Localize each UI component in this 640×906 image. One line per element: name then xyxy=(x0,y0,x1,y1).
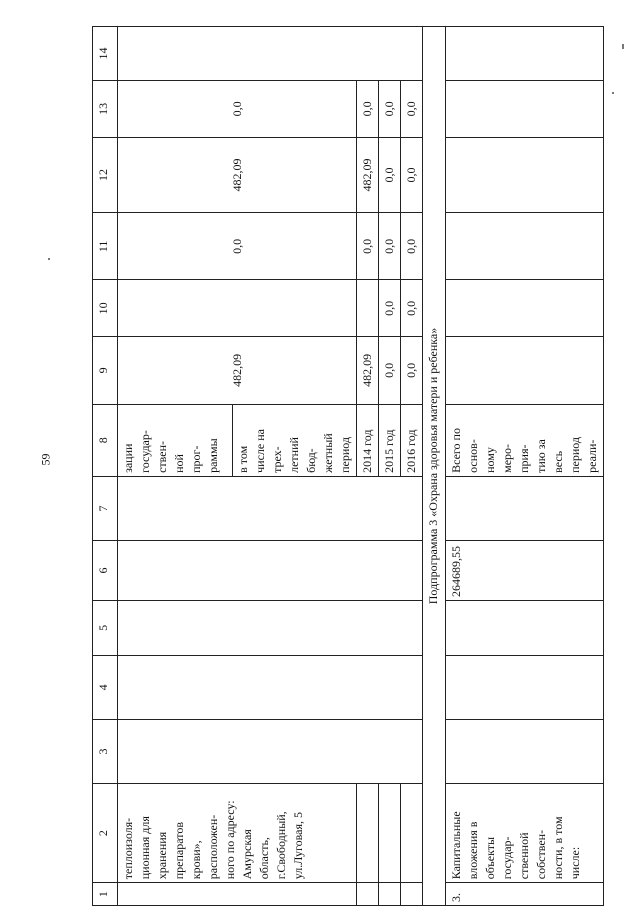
row-3-col8: Всего по основ- ному меро- прия- тию за весь период реали- xyxy=(446,404,604,476)
object-col12: 482,09 xyxy=(118,137,357,212)
header-cell-9: 9 xyxy=(93,337,118,404)
subprogram-title: Подпрограмма 3 «Охрана здоровья матери и ребенка» xyxy=(423,27,446,906)
header-cell-7: 7 xyxy=(93,476,118,540)
scan-speck xyxy=(48,258,50,260)
header-cell-5: 5 xyxy=(93,600,118,655)
scan-speck xyxy=(612,92,614,94)
year-row: 2016 год 0,0 0,0 0,0 0,0 0,0 xyxy=(401,27,423,906)
row-3 xyxy=(446,27,604,906)
header-cell-4: 4 xyxy=(93,655,118,719)
source-cell: зации государ- ствен- ной прог- раммы xyxy=(118,404,233,476)
subprogram-row xyxy=(423,27,446,906)
header-cell-11: 11 xyxy=(93,213,118,280)
object-number-cell xyxy=(118,883,357,906)
row-3-name: Капитальные вложения в объекты государ- ственной собствен- ности, в том числе: xyxy=(446,783,604,882)
header-cell-1: 1 xyxy=(93,883,118,906)
incl-cell: в том числе на трех- летний бюд- жетный период xyxy=(233,404,357,476)
header-cell-6: 6 xyxy=(93,541,118,601)
header-cell-13: 13 xyxy=(93,80,118,137)
year-label: 2016 год xyxy=(401,404,423,476)
scan-speck xyxy=(622,44,624,49)
header-row xyxy=(93,27,118,906)
budget-table xyxy=(92,26,604,906)
rotated-table-page xyxy=(92,26,612,906)
header-cell-10: 10 xyxy=(93,280,118,337)
row-3-col6: 264689,55 xyxy=(446,541,604,601)
header-cell-12: 12 xyxy=(93,137,118,212)
object-col9: 482,09 xyxy=(118,337,357,404)
header-cell-3: 3 xyxy=(93,719,118,783)
header-cell-2: 2 xyxy=(93,783,118,882)
year-row: 2015 год 0,0 0,0 0,0 0,0 0,0 xyxy=(379,27,401,906)
object-row xyxy=(118,27,233,906)
year-label: 2014 год xyxy=(357,404,379,476)
object-col11: 0,0 xyxy=(118,213,357,280)
year-label: 2015 год xyxy=(379,404,401,476)
page-number: 59 xyxy=(38,453,53,466)
header-cell-8: 8 xyxy=(93,404,118,476)
year-row: 2014 год 482,09 0,0 482,09 0,0 xyxy=(357,27,379,906)
row-3-number: 3. xyxy=(446,883,604,906)
object-name-cell: теплоизоля- ционная для хранения препаратов крови», расположен- ного по адресу: Амурская область, г.Свободный, ул.Луговая, 5 xyxy=(118,783,357,882)
header-cell-14: 14 xyxy=(93,27,118,81)
object-col13: 0,0 xyxy=(118,80,357,137)
